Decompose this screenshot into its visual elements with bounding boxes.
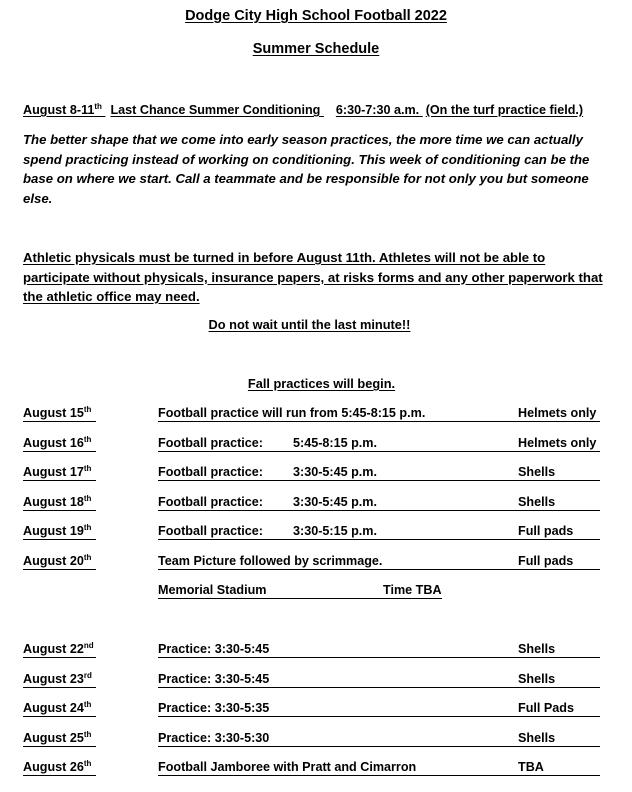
date-underline [23,687,96,688]
row-equipment: Shells [518,495,556,509]
conditioning-date-suffix: th [94,102,102,111]
row-equipment: Full pads [518,524,574,538]
row-underline [158,569,600,570]
row-date: August 25th [23,730,92,745]
physicals-reminder: Do not wait until the last minute!! [208,317,411,332]
row-equipment: Full Pads [518,701,574,715]
date-underline [23,775,96,776]
schedule-row [0,672,632,690]
date-underline [23,510,96,511]
date-underline [23,480,96,481]
date-underline [23,746,96,747]
row-underline [158,539,600,540]
row-description: Team Picture followed by scrimmage. [158,554,383,568]
stadium-row [0,583,632,601]
conditioning-heading: Last Chance Summer Conditioning [110,103,321,117]
schedule-row [0,465,632,483]
row-equipment: Full pads [518,554,574,568]
row-date: August 18th [23,494,92,509]
row-description: Football practice: [158,436,263,450]
row-time: 5:45-8:15 p.m. [293,436,377,450]
row-date: August 22nd [23,641,94,656]
row-underline [158,775,600,776]
schedule-row [0,642,632,660]
row-description: Practice: 3:30-5:30 [158,731,270,745]
row-underline [158,746,600,747]
row-equipment: Shells [518,465,556,479]
row-description: Practice: 3:30-5:45 [158,672,270,686]
conditioning-line [23,103,583,117]
row-time: 3:30-5:45 p.m. [293,465,377,479]
row-equipment: Shells [518,672,556,686]
page-title: Dodge City High School Football 2022 [185,8,447,24]
row-date: August 20th [23,553,92,568]
row-date: August 23rd [23,671,92,686]
row-date: August 15th [23,405,92,420]
row-equipment: Helmets only [518,406,597,420]
fall-practices-heading: Fall practices will begin. [247,376,396,391]
date-underline [23,569,96,570]
row-time: 3:30-5:45 p.m. [293,495,377,509]
schedule-row [0,731,632,749]
row-description: Football practice will run from 5:45-8:15 p.m. [158,406,426,420]
schedule-row [0,554,632,572]
stadium-name: Memorial Stadium [158,583,267,597]
row-description: Football practice: [158,524,263,538]
row-description: Practice: 3:30-5:45 [158,642,270,656]
row-date: August 24th [23,700,92,715]
schedule-row [0,701,632,719]
row-underline [158,480,600,481]
conditioning-date: August 8-11 [23,103,95,117]
row-underline [158,421,600,422]
conditioning-location: (On the turf practice field.) [425,103,584,117]
stadium-underline [158,598,442,599]
row-underline [158,716,600,717]
row-date: August 26th [23,759,92,774]
row-underline [158,451,600,452]
row-equipment: Helmets only [518,436,597,450]
schedule-row [0,760,632,778]
schedule-row [0,495,632,513]
schedule-row [0,524,632,542]
physicals-notice: Athletic physicals must be turned in before August 11th. Athletes will not be able to participate without physicals, insurance papers, at risks forms and any other paperwork that the athletic office may need. [23,250,603,304]
date-underline [23,451,96,452]
page-subtitle: Summer Schedule [252,41,380,57]
schedule-row [0,406,632,424]
date-underline [23,421,96,422]
date-underline [23,539,96,540]
row-date: August 17th [23,464,92,479]
row-time: 3:30-5:15 p.m. [293,524,377,538]
date-underline [23,716,96,717]
row-underline [158,510,600,511]
row-date: August 16th [23,435,92,450]
schedule-row [0,436,632,454]
date-underline [23,657,96,658]
row-equipment: TBA [518,760,544,774]
row-equipment: Shells [518,731,556,745]
row-description: Football practice: [158,465,263,479]
row-description: Practice: 3:30-5:35 [158,701,270,715]
row-description: Football practice: [158,495,263,509]
row-equipment: Shells [518,642,556,656]
row-underline [158,687,600,688]
stadium-time: Time TBA [383,583,442,597]
conditioning-time: 6:30-7:30 a.m. [335,103,420,117]
conditioning-description: The better shape that we come into early season practices, the more time we can actually spend practicing instead of working on conditioning. This week of conditioning can be the base on where we start. Call a teammate and be responsible for not only you but someone else. [23,132,590,206]
row-underline [158,657,600,658]
row-date: August 19th [23,523,92,538]
row-description: Football Jamboree with Pratt and Cimarron [158,760,417,774]
